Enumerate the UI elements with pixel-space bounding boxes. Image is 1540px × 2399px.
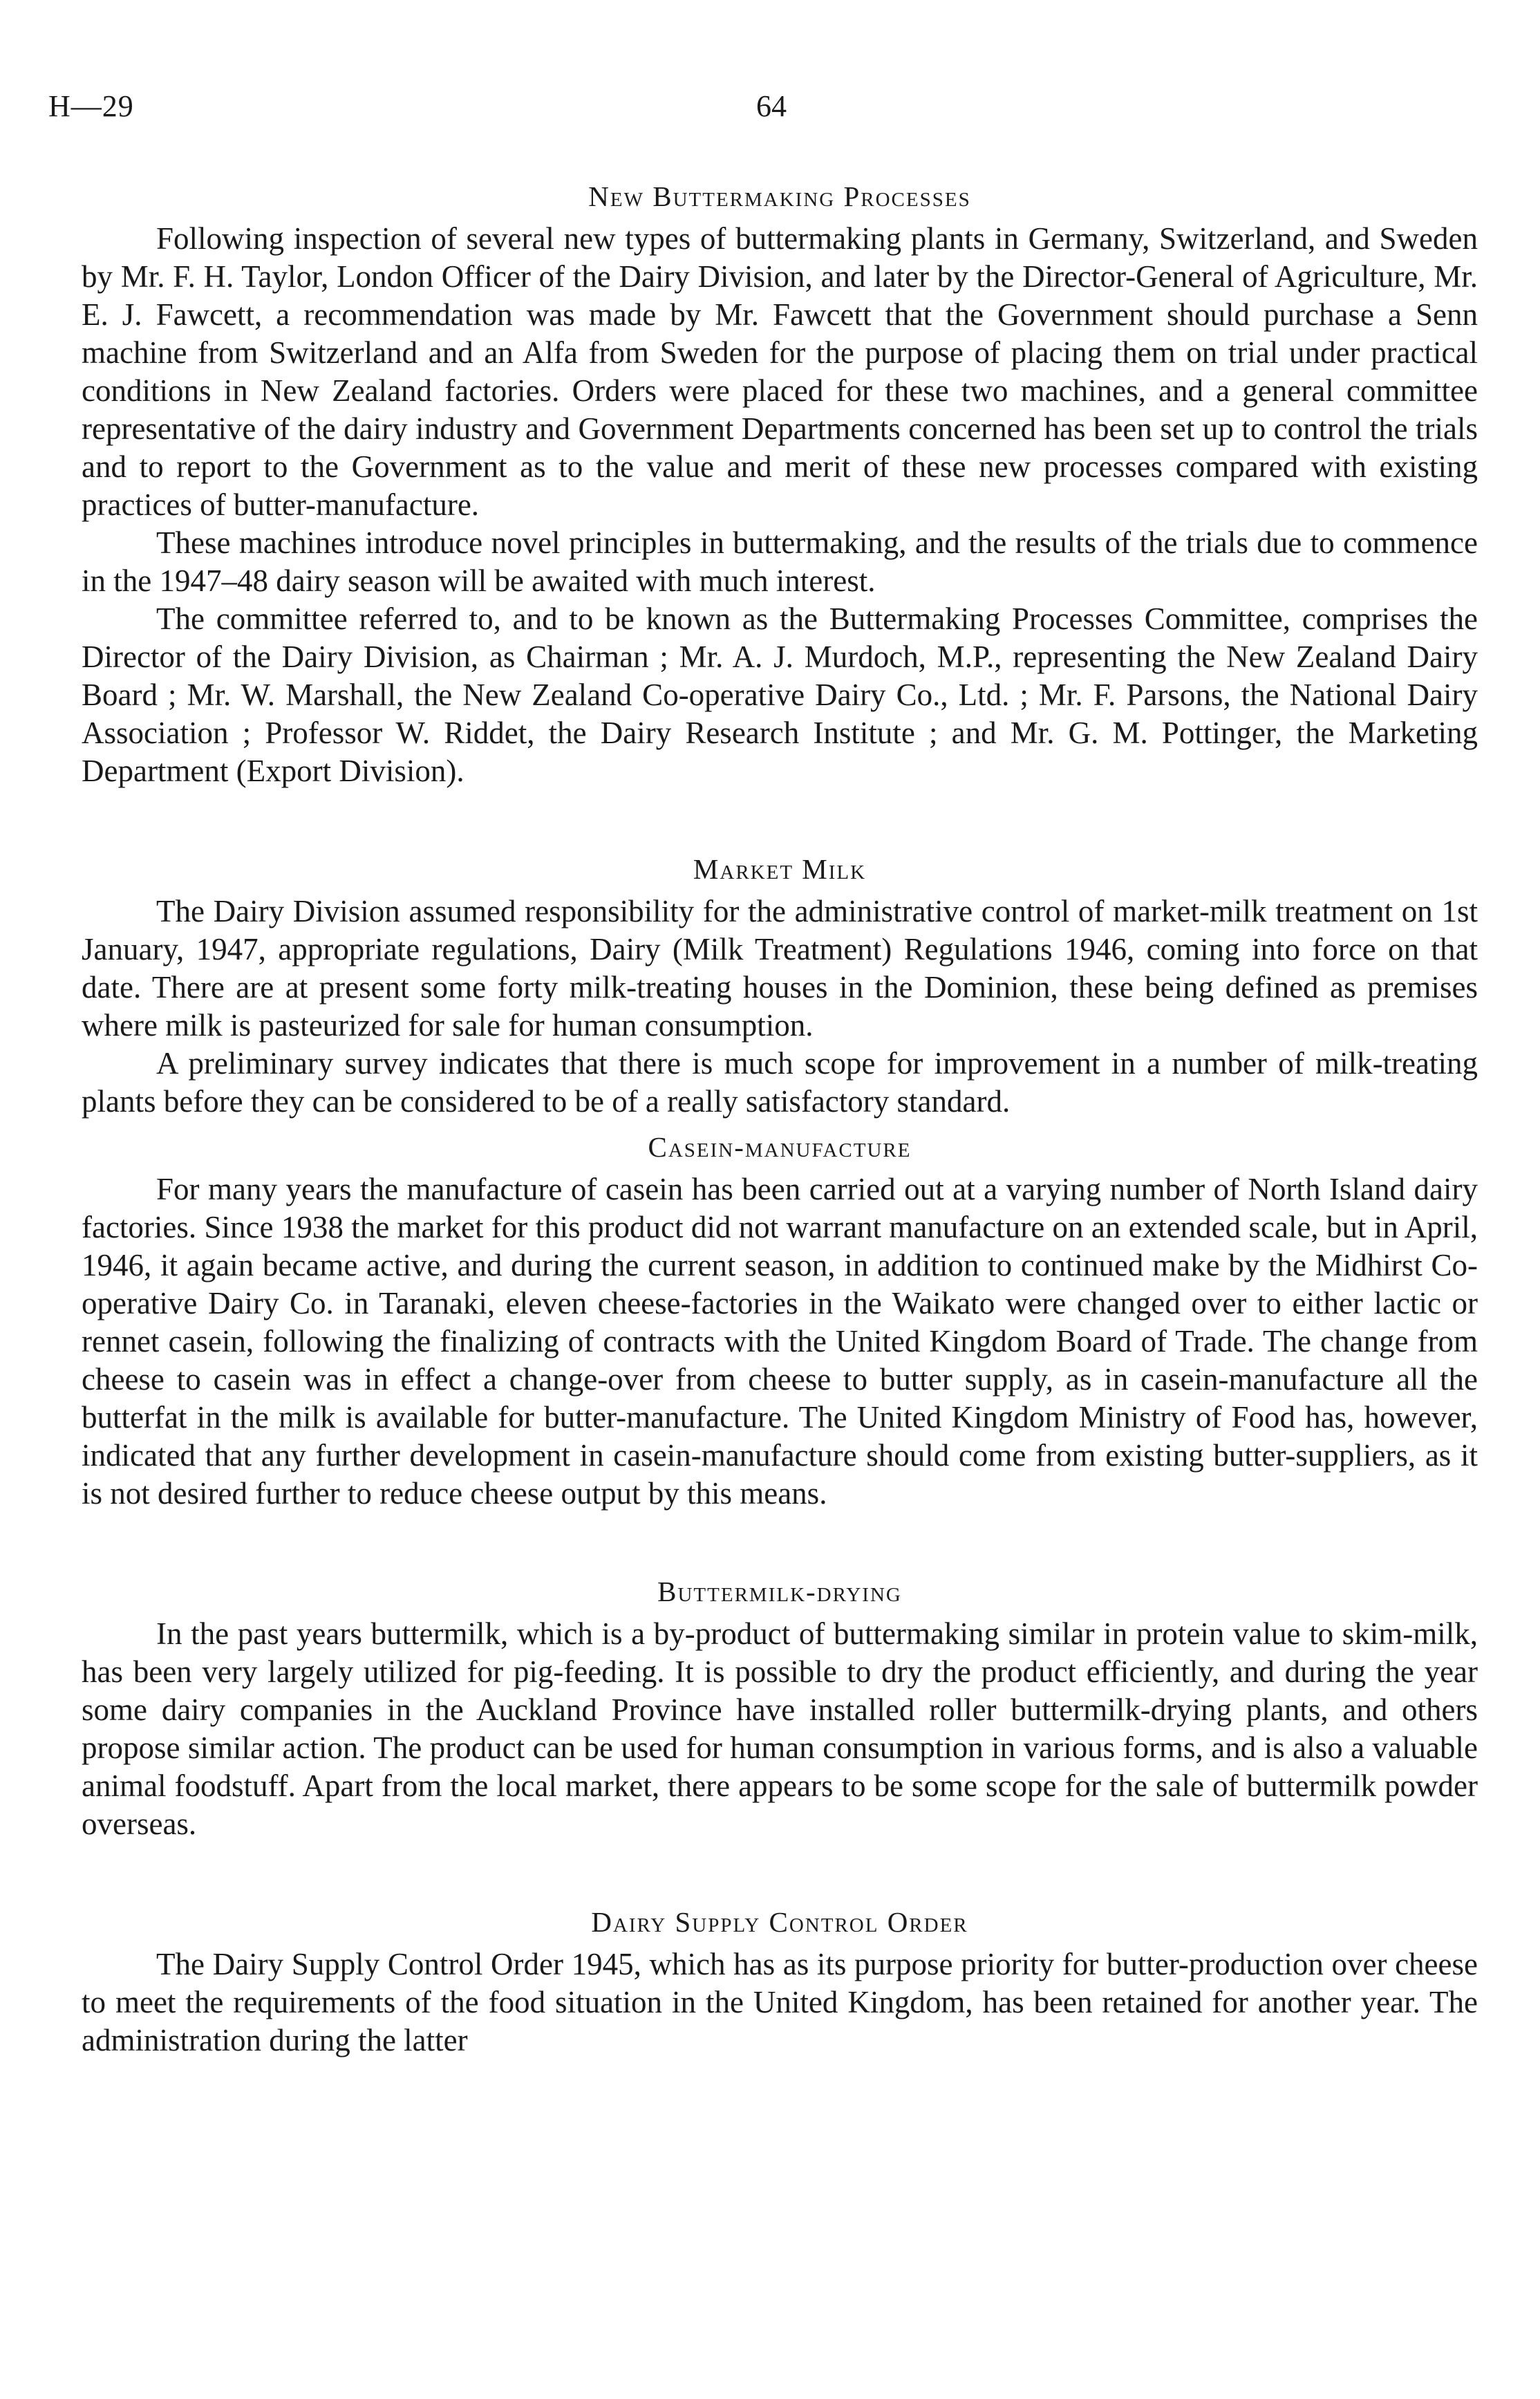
body-text <box>82 178 1478 2060</box>
paragraph: In the past years buttermilk, which is a by-product of buttermaking similar in protein value to skim-milk, has been very largely utilized for pig-feeding. It is possible to dry the product efficiently, and during the year some dairy companies in the Auckland Province have installed roller buttermilk-drying plants, and others propose similar action. The product can be used for human consumption in various forms, and is also a valuable animal foodstuff. Apart from the local market, there appears to be some scope for the sale of buttermilk powder overseas. <box>82 1616 1478 1841</box>
paragraph: These machines introduce novel principles in buttermaking, and the results of the trials due to commence in the 1947–48 dairy season will be awaited with much interest. <box>82 525 1478 598</box>
paragraph: A preliminary survey indicates that there is much scope for improvement in a number of milk-treating plants before they can be considered to be of a really satisfactory standard. <box>82 1046 1478 1119</box>
section-heading: New Buttermaking Processes <box>588 180 971 212</box>
section-new-buttermaking-processes <box>82 178 1478 790</box>
section-spacer <box>82 1121 1478 1129</box>
section-dairy-supply-control-order <box>82 1904 1478 2060</box>
page-reference: H—29 <box>48 89 134 123</box>
section-spacer <box>82 790 1478 851</box>
section-buttermilk-drying <box>82 1574 1478 1843</box>
section-spacer <box>82 1843 1478 1904</box>
paragraph: For many years the manufacture of casein has been carried out at a varying number of North Island dairy factories. Since 1938 the market for this product did not warrant manufacture on an extended scale, but in April, 1946, it again became active, and during the current season, in addition to continued make by the Midhirst Co-operative Dairy Co. in Taranaki, eleven cheese-factories in the Waikato were changed over to either lactic or rennet casein, following the finalizing of contracts with the United Kingdom Board of Trade. The change from cheese to casein was in effect a change-over from cheese to butter supply, as in casein-manufacture all the butterfat in the milk is available for butter-manufacture. The United Kingdom Ministry of Food has, however, indicated that any further development in casein-manufacture should come from existing butter-suppliers, as it is not desired further to reduce cheese output by this means. <box>82 1172 1478 1511</box>
section-casein-manufacture <box>82 1129 1478 1513</box>
section-heading: Casein-manufacture <box>648 1131 912 1163</box>
section-heading: Dairy Supply Control Order <box>591 1906 968 1938</box>
section-heading: Buttermilk-drying <box>657 1576 902 1607</box>
section-spacer <box>82 1513 1478 1574</box>
paragraph: The Dairy Supply Control Order 1945, which has as its purpose priority for butter-production over cheese to meet the requirements of the food situation in the United Kingdom, has been retained for another year. The administration during the latter <box>82 1947 1478 2057</box>
page-number: 64 <box>756 89 787 123</box>
paragraph: The committee referred to, and to be known as the Buttermaking Processes Committee, comprises the Director of the Dairy Division, as Chairman ; Mr. A. J. Murdoch, M.P., representing the New Zealand Dairy Board ; Mr. W. Marshall, the New Zealand Co-operative Dairy Co., Ltd. ; Mr. F. Parsons, the National Dairy Association ; Professor W. Riddet, the Dairy Research Institute ; and Mr. G. M. Pottinger, the Marketing Department (Export Division). <box>82 601 1478 788</box>
section-heading: Market Milk <box>693 853 867 885</box>
paragraph: The Dairy Division assumed responsibility for the administrative control of market-milk treatment on 1st January, 1947, appropriate regulations, Dairy (Milk Treatment) Regulations 1946, coming into force on that date. There are at present some forty milk-treating houses in the Dominion, these being defined as premises where milk is pasteurized for sale for human consumption. <box>82 894 1478 1043</box>
paragraph: Following inspection of several new types of buttermaking plants in Germany, Switzerland, and Sweden by Mr. F. H. Taylor, London Officer of the Dairy Division, and later by the Director-General of Agriculture, Mr. E. J. Fawcett, a recommendation was made by Mr. Fawcett that the Government should purchase a Senn machine from Switzerland and an Alfa from Sweden for the purpose of placing them on trial under practical conditions in New Zealand factories. Orders were placed for these two machines, and a general committee representative of the dairy industry and Government Departments concerned has been set up to control the trials and to report to the Government as to the value and merit of these new processes compared with existing practices of butter-manufacture. <box>82 221 1478 522</box>
section-market-milk <box>82 851 1478 1121</box>
